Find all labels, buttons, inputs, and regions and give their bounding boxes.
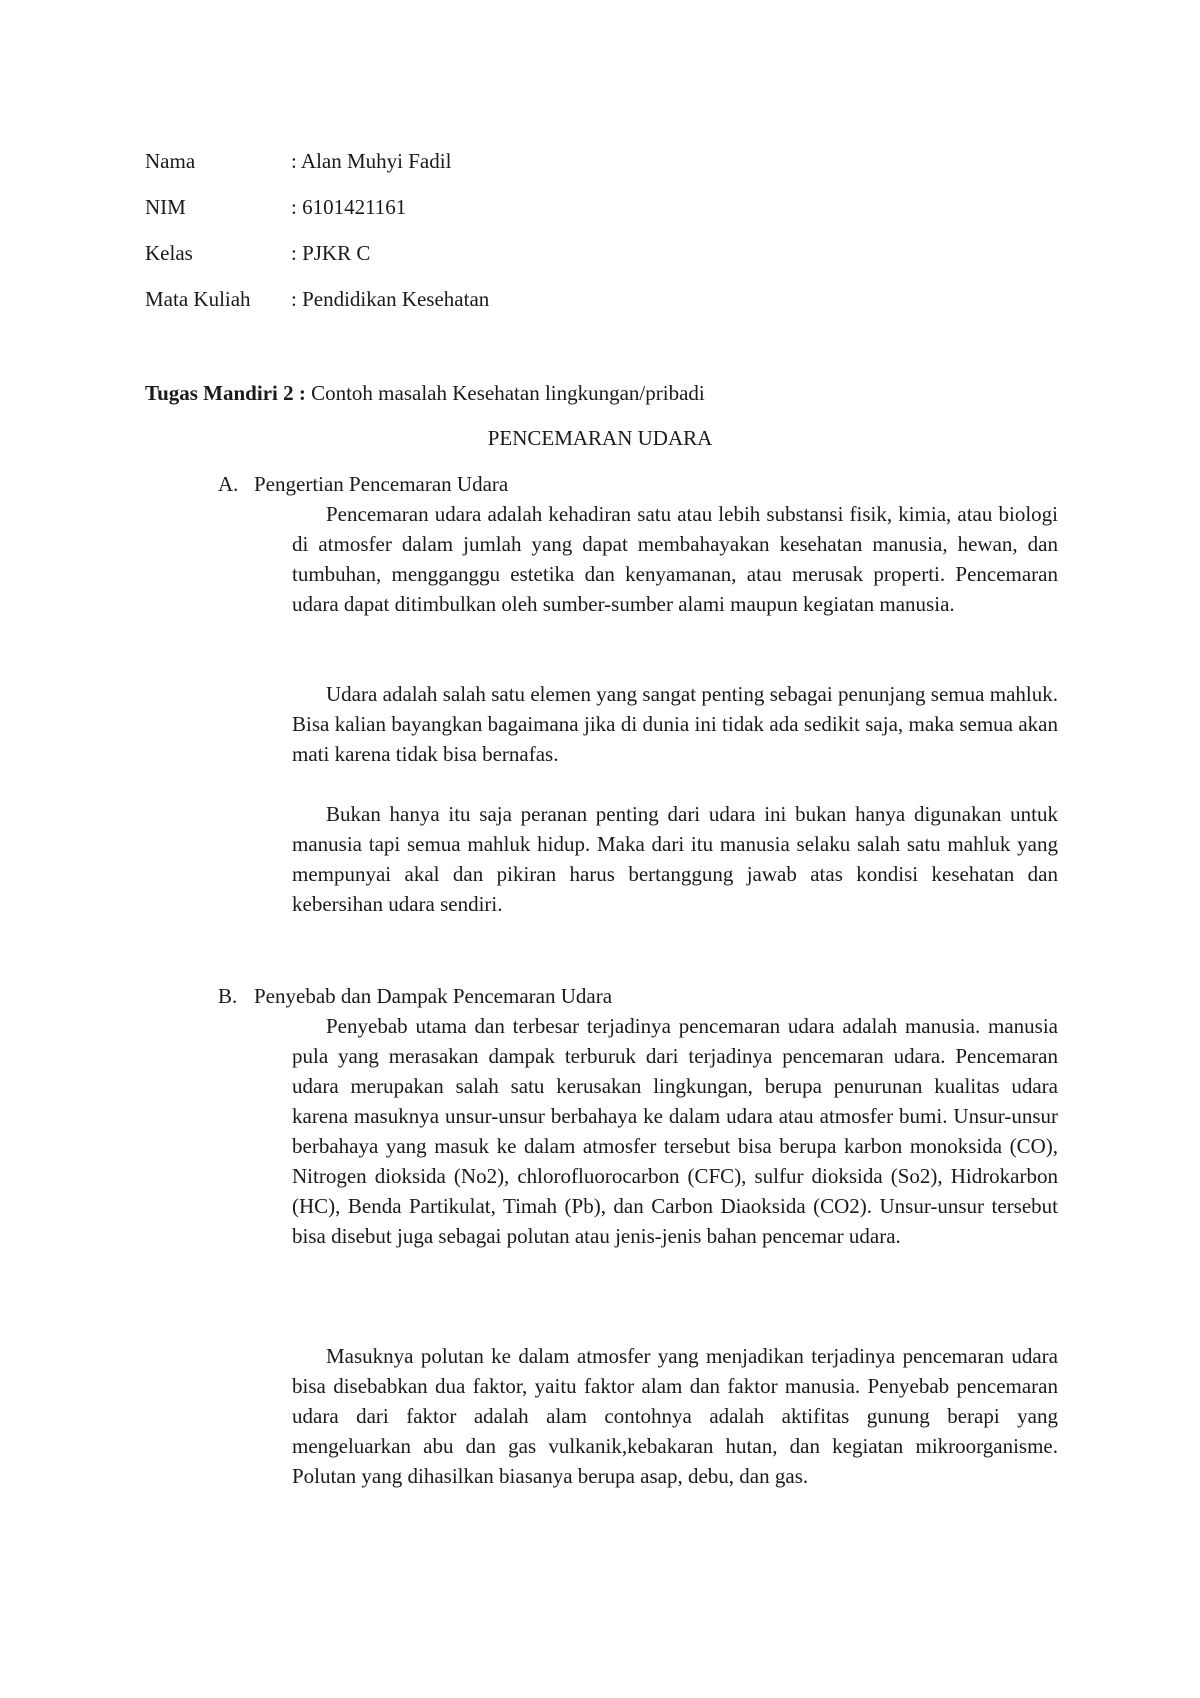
info-value: : Alan Muhyi Fadil <box>291 149 452 173</box>
info-value: : Pendidikan Kesehatan <box>291 287 490 311</box>
paragraph: Masuknya polutan ke dalam atmosfer yang menjadikan terjadinya pencemaran udara bisa disebabkan dua faktor, yaitu faktor alam dan faktor manusia. Penyebab pencemaran udara dari faktor adalah alam contohnya adalah aktifitas gunung berapi yang mengeluarkan abu dan gas vulkanik,kebakaran hutan, dan kegiatan mikroorganisme. Polutan yang dihasilkan biasanya berupa asap, debu, dan gas. <box>292 1344 1058 1488</box>
info-label: Kelas <box>145 241 193 265</box>
section-letter: B. <box>218 984 238 1008</box>
task-text: Contoh masalah Kesehatan lingkungan/pribadi <box>305 381 705 405</box>
paragraph: Pencemaran udara adalah kehadiran satu atau lebih substansi fisik, kimia, atau biologi di atmosfer dalam jumlah yang dapat membahayakan kesehatan manusia, hewan, dan tumbuhan, mengganggu estetika dan kenyamanan, atau merusak properti. Pencemaran udara dapat ditimbulkan oleh sumber-sumber alami maupun kegiatan manusia. <box>292 502 1058 616</box>
info-label: Mata Kuliah <box>145 287 251 311</box>
task-line <box>145 378 705 408</box>
section-heading-a <box>218 469 508 499</box>
document-title: PENCEMARAN UDARA <box>487 426 713 450</box>
section-title: Penyebab dan Dampak Pencemaran Udara <box>254 984 613 1008</box>
paragraph: Udara adalah salah satu elemen yang sangat penting sebagai penunjang semua mahluk. Bisa kalian bayangkan bagaimana jika di dunia ini tidak ada sedikit saja, maka semua akan mati karena tidak bisa bernafas. <box>292 682 1058 766</box>
section-letter: A. <box>218 472 239 496</box>
info-value: : PJKR C <box>291 241 371 265</box>
info-label: Nama <box>145 149 196 173</box>
info-label: NIM <box>145 195 186 219</box>
info-row-nama <box>145 146 451 176</box>
info-row-nim <box>145 192 406 222</box>
paragraph: Penyebab utama dan terbesar terjadinya pencemaran udara adalah manusia. manusia pula yang merasakan dampak terburuk dari terjadinya pencemaran udara. Pencemaran udara merupakan salah satu kerusakan lingkungan, berupa penurunan kualitas udara karena masuknya unsur-unsur berbahaya ke dalam udara atau atmosfer bumi. Unsur-unsur berbahaya yang masuk ke dalam atmosfer tersebut bisa berupa karbon monoksida (CO), Nitrogen dioksida (No2), chlorofluorocarbon (CFC), sulfur dioksida (So2), Hidrokarbon (HC), Benda Partikulat, Timah (Pb), dan Carbon Diaoksida (CO2). Unsur-unsur tersebut bisa disebut juga sebagai polutan atau jenis-jenis bahan pencemar udara. <box>292 1014 1058 1248</box>
info-value: : 6101421161 <box>291 195 407 219</box>
info-row-mata-kuliah <box>145 284 489 314</box>
section-title: Pengertian Pencemaran Udara <box>254 472 509 496</box>
info-row-kelas <box>145 238 370 268</box>
task-label: Tugas Mandiri 2 : <box>145 381 306 405</box>
paragraph: Bukan hanya itu saja peranan penting dari udara ini bukan hanya digunakan untuk manusia tapi semua mahluk hidup. Maka dari itu manusia selaku salah satu mahluk yang mempunyai akal dan pikiran harus bertanggung jawab atas kondisi kesehatan dan kebersihan udara sendiri. <box>292 802 1058 916</box>
section-heading-b <box>218 981 612 1011</box>
